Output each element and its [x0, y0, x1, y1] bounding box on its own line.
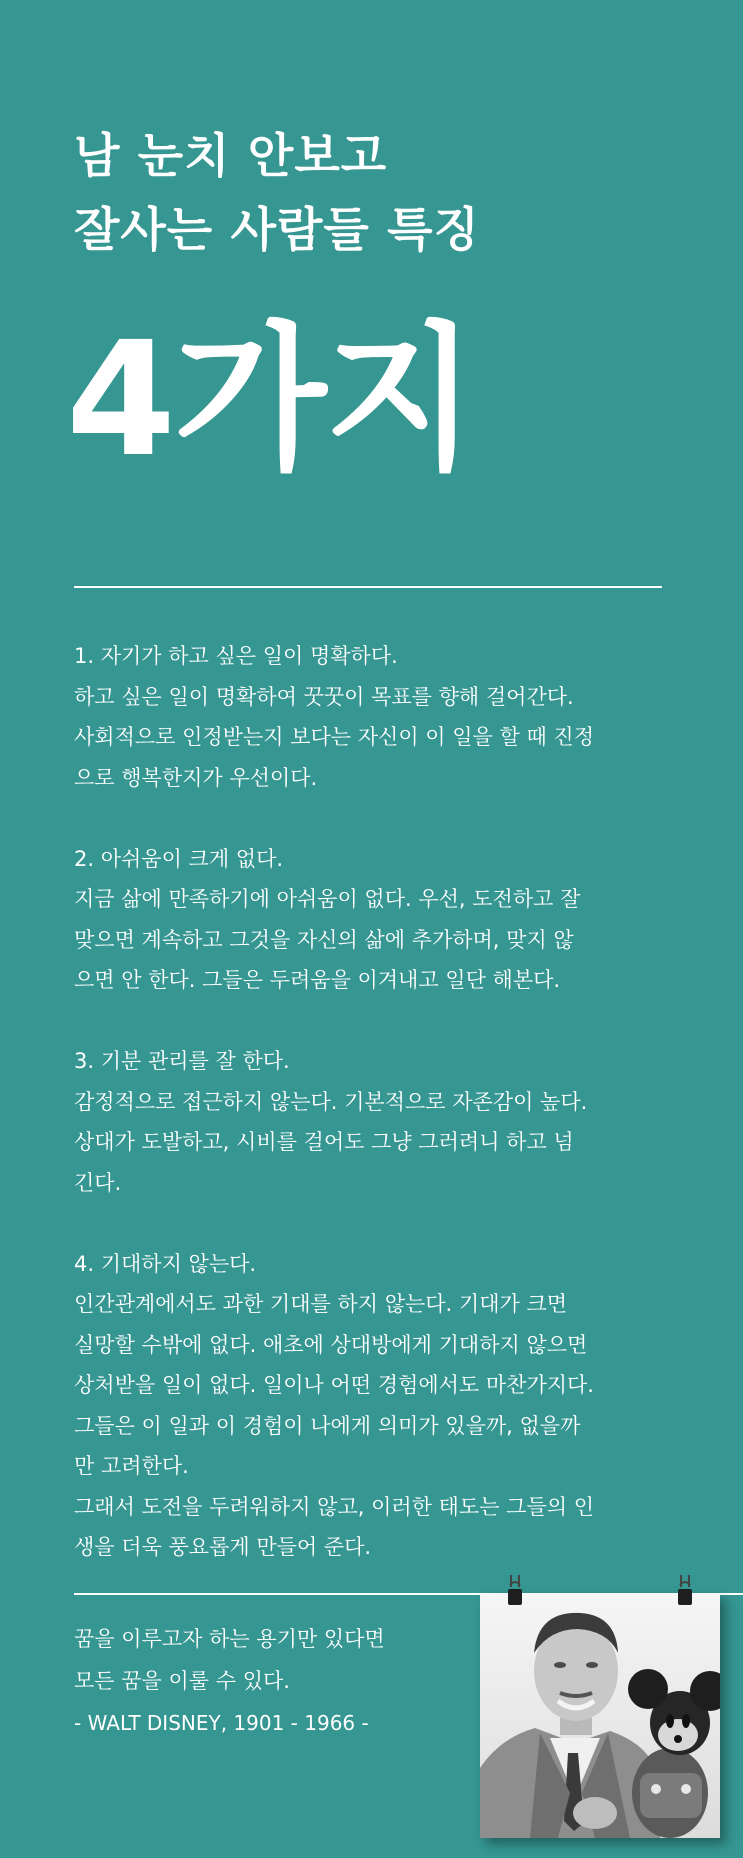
trait-line: 실망할 수밖에 없다. 애초에 상대방에게 기대하지 않으면 — [74, 1332, 588, 1357]
trait-line: 맞으면 계속하고 그것을 자신의 삶에 추가하며, 맞지 않 — [74, 927, 574, 952]
title-line-2: 잘사는 사람들 특징 — [74, 203, 480, 258]
quote-attribution: - WALT DISNEY, 1901 - 1966 - — [74, 1711, 369, 1735]
trait-line: 상대가 도발하고, 시비를 걸어도 그냥 그러려니 하고 넘 — [74, 1130, 574, 1154]
trait-heading: 1. 자기가 하고 싶은 일이 명확하다. — [74, 644, 398, 668]
trait-heading: 3. 기분 관리를 잘 한다. — [74, 1049, 290, 1073]
trait-line: 긴다. — [74, 1170, 122, 1195]
trait-line: 사회적으로 인정받는지 보다는 자신이 이 일을 할 때 진정 — [74, 725, 594, 749]
trait-line: 인간관계에서도 과한 기대를 하지 않는다. 기대가 크면 — [74, 1292, 568, 1316]
divider-top — [74, 586, 662, 588]
trait-line: 상처받을 일이 없다. 일이나 어떤 경험에서도 마찬가지다. — [74, 1373, 594, 1397]
trait-line: 하고 싶은 일이 명확하여 꿋꿋이 목표를 향해 걸어간다. — [74, 684, 574, 709]
trait-line: 만 고려한다. — [74, 1454, 189, 1478]
trait-line: 으면 안 한다. 그들은 두려움을 이겨내고 일단 해본다. — [74, 968, 561, 992]
binder-clip-icon — [506, 1575, 524, 1609]
title-block — [74, 120, 480, 268]
portrait-illustration — [480, 1593, 720, 1838]
trait-line: 생을 더욱 풍요롭게 만들어 준다. — [74, 1535, 372, 1559]
trait-line: 그래서 도전을 두려워하지 않고, 이러한 태도는 그들의 인 — [74, 1494, 594, 1519]
trait-line: 감정적으로 접근하지 않는다. 기본적으로 자존감이 높다. — [74, 1089, 588, 1114]
traits-list — [74, 636, 674, 1568]
trait-line: 그들은 이 일과 이 경험이 나에게 의미가 있을까, 없을까 — [74, 1413, 581, 1438]
title-line-1: 남 눈치 안보고 — [74, 129, 388, 184]
trait-line: 으로 행복한지가 우선이다. — [74, 765, 318, 790]
quote-line-2: 모든 꿈을 이룰 수 있다. — [74, 1669, 290, 1693]
pinned-photo — [480, 1593, 720, 1838]
trait-section-3 — [74, 1041, 674, 1203]
trait-section-2 — [74, 839, 674, 1001]
big-count-heading: 4가지 — [66, 308, 476, 492]
trait-heading: 2. 아쉬움이 크게 없다. — [74, 846, 284, 871]
binder-clip-icon — [676, 1575, 694, 1609]
trait-heading: 4. 기대하지 않는다. — [74, 1251, 257, 1276]
quote-block — [74, 1618, 385, 1744]
quote-line-1: 꿈을 이루고자 하는 용기만 있다면 — [74, 1627, 385, 1651]
portrait-photo — [480, 1593, 720, 1838]
trait-line: 지금 삶에 만족하기에 아쉬움이 없다. 우선, 도전하고 잘 — [74, 887, 581, 911]
trait-section-1 — [74, 636, 674, 798]
trait-section-4 — [74, 1244, 674, 1568]
